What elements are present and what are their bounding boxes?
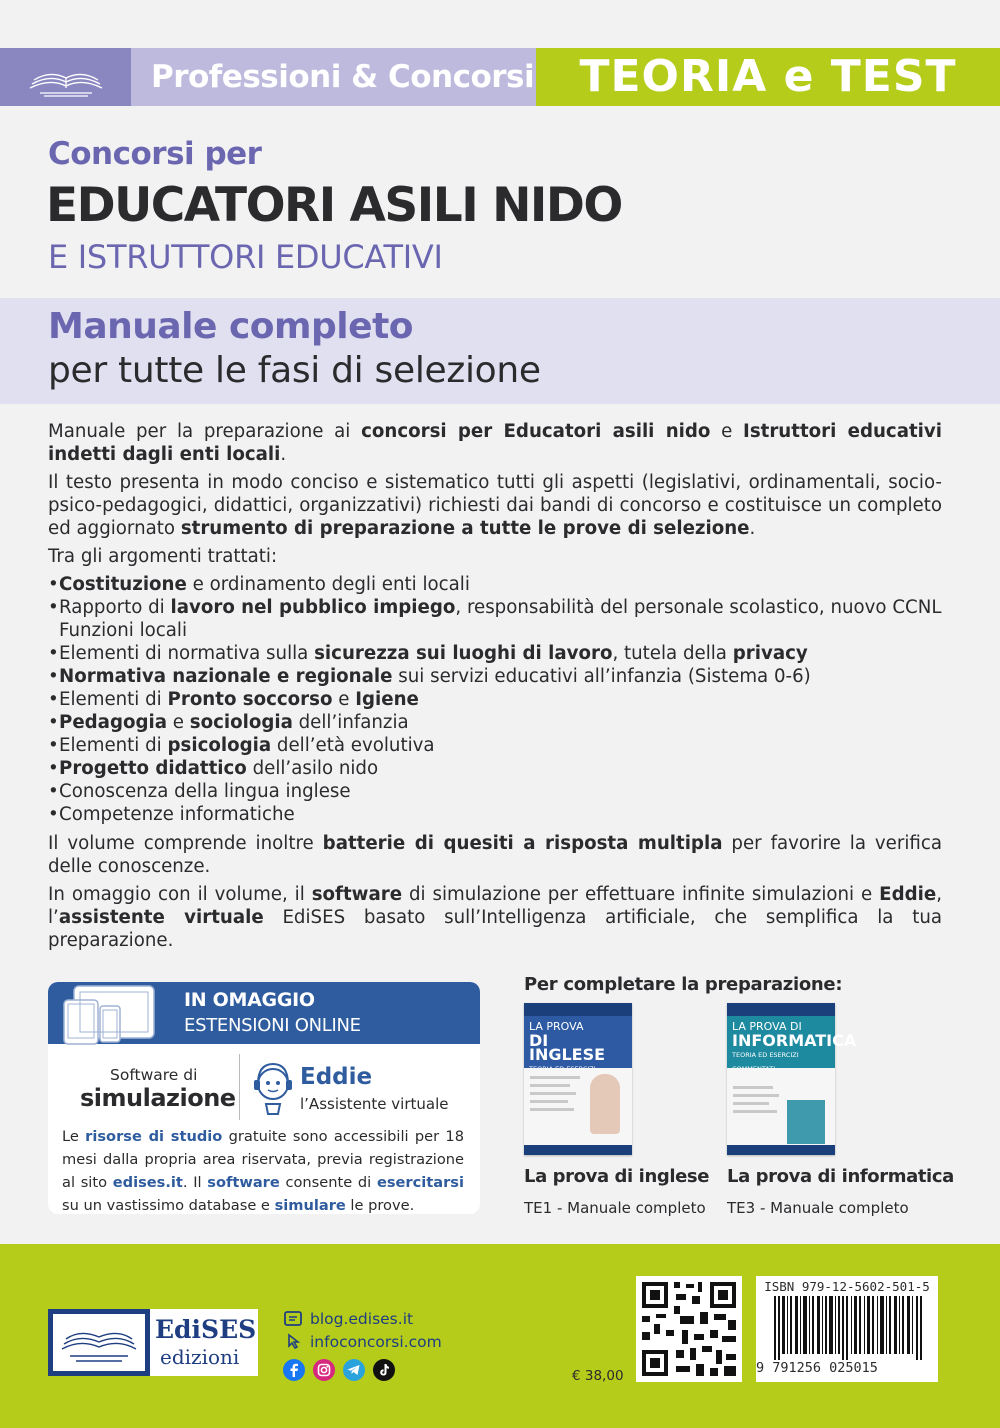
- cover-line: INFORMATICA: [732, 1031, 857, 1050]
- list-item: • Elementi di Pronto soccorso e Igiene: [48, 688, 942, 711]
- book-cover-inglese: [524, 1003, 632, 1155]
- book-title-informatica: La prova di informatica: [727, 1166, 954, 1187]
- series-name: Professioni & Concorsi: [131, 48, 536, 106]
- gift-description: Le risorse di studio gratuite sono accessibili per 18 mesi dalla propria area riservata, previa registrazione al sito edises.it. Il software consente di esercitarsi su un vastissimo database e simulare le prove.: [62, 1128, 464, 1214]
- intro-paragraph: Manuale per la preparazione ai concorsi per Educatori asili nido e Istruttori educativi indetti dagli enti locali.: [48, 421, 942, 465]
- band-line-1: Manuale completo: [48, 306, 414, 347]
- footer: [0, 1244, 1000, 1428]
- publisher-logo: [48, 1309, 258, 1376]
- series-label: TEORIA e TEST: [536, 48, 1000, 106]
- series-header: [0, 48, 1000, 106]
- list-item: • Rapporto di lavoro nel pubblico impiego, responsabilità del personale scolastico, nuovo CCNL Funzioni locali: [48, 596, 942, 642]
- barcode-digits: 9 791256 025015: [756, 1360, 878, 1376]
- list-item: • Progetto didattico dell’asilo nido: [48, 757, 942, 780]
- list-item: • Elementi di psicologia dell’età evolutiva: [48, 734, 942, 757]
- subtitle-band: [0, 298, 1000, 404]
- list-item: • Competenze informatiche: [48, 803, 942, 826]
- instagram-icon[interactable]: [313, 1359, 335, 1381]
- description: [48, 420, 942, 957]
- open-book-icon: [0, 48, 131, 106]
- facebook-icon[interactable]: [283, 1359, 305, 1381]
- book-subtitle: E ISTRUTTORI EDUCATIVI: [48, 238, 443, 276]
- list-item: • Normativa nazionale e regionale sui servizi educativi all’infanzia (Sistema 0-6): [48, 665, 942, 688]
- blog-link[interactable]: blog.edises.it: [284, 1310, 413, 1328]
- tiktok-icon[interactable]: [373, 1359, 395, 1381]
- isbn-barcode: [756, 1276, 938, 1382]
- telegram-icon[interactable]: [343, 1359, 365, 1381]
- book-title: EDUCATORI ASILI NIDO: [46, 178, 622, 233]
- publisher-name: EdiSES: [155, 1315, 257, 1344]
- list-item: • Costituzione e ordinamento degli enti locali: [48, 573, 942, 596]
- info-link[interactable]: infoconcorsi.com: [284, 1333, 442, 1351]
- robot-assistant-icon: [248, 1056, 298, 1116]
- pointer-icon: [284, 1333, 304, 1350]
- quiz-paragraph: Il volume comprende inoltre batterie di quesiti a risposta multipla per favorire la verifica delle conoscenze.: [48, 833, 942, 877]
- topics-heading: Tra gli argomenti trattati:: [48, 546, 278, 567]
- gift-title: IN OMAGGIO: [184, 989, 315, 1011]
- book-logo-icon: [48, 1309, 150, 1376]
- online-extensions-box: [48, 982, 480, 1214]
- gift-subtitle: ESTENSIONI ONLINE: [184, 1015, 361, 1036]
- blog-icon: [284, 1310, 304, 1327]
- book-cover-informatica: [727, 1003, 857, 1155]
- content-paragraph: Il testo presenta in modo conciso e sistematico tutti gli aspetti (legislativi, ordinamentali, socio-psico-pedagogici, didattici, organizzativi) richiesti dai bandi di concorso e costituisce un completo ed aggiornato strumento di preparazione a tutte le prove di selezione.: [48, 472, 942, 539]
- list-item: • Elementi di normativa sulla sicurezza sui luoghi di lavoro, tutela della privacy: [48, 642, 942, 665]
- isbn-number: ISBN 979-12-5602-501-5: [764, 1279, 930, 1294]
- book-title-inglese: La prova di inglese: [524, 1166, 710, 1187]
- eddie-name: Eddie: [300, 1064, 373, 1090]
- divider: [239, 1054, 240, 1120]
- book-subtitle-informatica: TE3 - Manuale completo: [727, 1199, 909, 1217]
- related-books-heading: Per completare la preparazione:: [524, 974, 843, 995]
- cover-line: LA PROVA: [529, 1020, 584, 1033]
- book-subtitle-inglese: TE1 - Manuale completo: [524, 1199, 706, 1217]
- qr-code[interactable]: [636, 1276, 742, 1382]
- online-extensions-header: [48, 982, 480, 1044]
- eddie-subtitle: l’Assistente virtuale: [300, 1095, 449, 1113]
- cover-line: TEORIA ED ESERCIZI: [732, 1051, 799, 1059]
- gift-paragraph: In omaggio con il volume, il software di simulazione per effettuare infinite simulazioni e Eddie, l’assistente virtuale EdiSES basato sull’Intelligenza artificiale, che semplifica la tua preparazione.: [48, 884, 942, 951]
- title-prefix: Concorsi per: [48, 136, 262, 172]
- software-label-bold: simulazione: [80, 1084, 236, 1112]
- barcode-bars: [774, 1296, 924, 1360]
- software-label: Software di: [110, 1066, 198, 1084]
- cover-line: LA PROVA DI: [732, 1020, 802, 1033]
- devices-icon: [60, 976, 170, 1048]
- publisher-sub: edizioni: [160, 1345, 240, 1369]
- list-item: • Conoscenza della lingua inglese: [48, 780, 942, 803]
- band-line-2: per tutte le fasi di selezione: [48, 350, 541, 391]
- list-item: • Pedagogia e sociologia dell’infanzia: [48, 711, 942, 734]
- price: € 38,00: [572, 1368, 624, 1384]
- cover-line: DI INGLESE: [529, 1031, 606, 1064]
- topics-list: [48, 573, 942, 826]
